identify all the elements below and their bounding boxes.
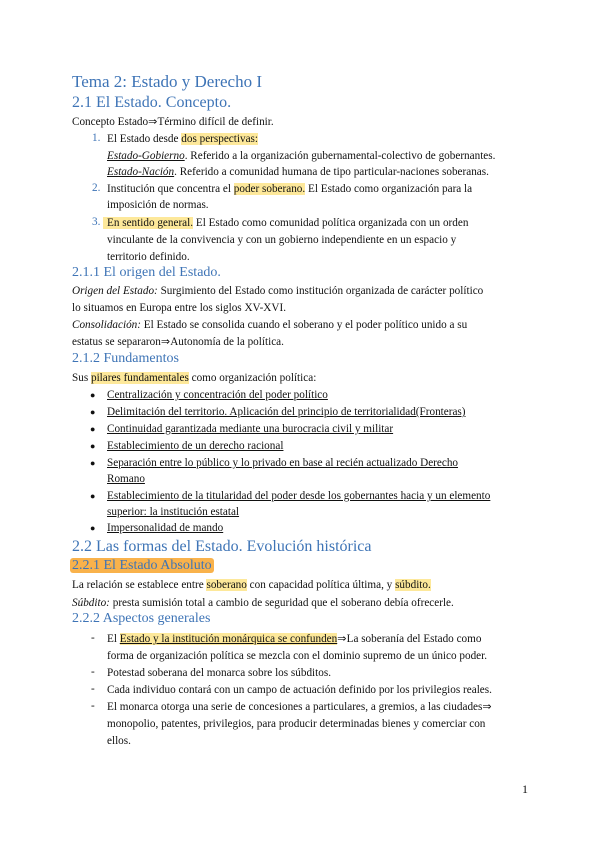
bullet-icon: ●: [90, 458, 96, 468]
list-item: Separación entre lo público y lo privado en base al recién actualizado Derecho: [107, 457, 459, 469]
bullet-icon: ●: [90, 491, 96, 501]
paragraph: [72, 596, 454, 610]
section-heading-2-1: 2.1 El Estado. Concepto.: [72, 94, 232, 111]
text: . Referido a comunidad humana de tipo particular-naciones soberanas.: [174, 166, 489, 178]
text: El: [107, 633, 120, 645]
list-item-cont: monopolio, patentes, privilegios, para producir determinadas bienes y comerciar con: [107, 718, 486, 730]
text: El Estado como comunidad política organizada con un orden: [193, 217, 469, 229]
highlight: pilares fundamentales: [90, 372, 189, 384]
text: Institución que concentra el: [107, 183, 234, 195]
list-item: [107, 182, 472, 196]
list-item: [103, 216, 468, 230]
bullet-icon: ●: [90, 424, 96, 434]
label: Consolidación:: [72, 319, 141, 331]
section-heading-2-2-2: 2.2.2 Aspectos generales: [72, 611, 211, 626]
text: . Referido a la organización gubernamental-colectivo de gobernantes.: [184, 150, 496, 162]
list-item-cont: Romano: [107, 473, 145, 485]
list-item: [107, 132, 258, 146]
dash-bullet: -: [91, 683, 95, 695]
text: presta sumisión total a cambio de seguridad que el soberano debía ofrecerle.: [109, 597, 454, 609]
list-number: 3.: [92, 216, 101, 228]
list-item: Continuidad garantizada mediante una burocracia civil y militar: [107, 423, 394, 435]
dash-bullet: -: [91, 700, 95, 712]
term: Estado-Nación: [107, 166, 175, 178]
paragraph-cont: lo situamos en Europa entre los siglos XV-XVI.: [72, 302, 286, 314]
text: Surgimiento del Estado como institución organizada de carácter político: [157, 285, 484, 297]
highlight: dos perspectivas:: [181, 133, 259, 145]
list-item: Delimitación del territorio. Aplicación del principio de territorialidad(Fronteras): [107, 406, 466, 418]
list-item: Cada individuo contará con un campo de actuación definido por los privilegios reales.: [107, 684, 492, 696]
highlight: soberano: [206, 579, 247, 591]
paragraph: [72, 371, 316, 385]
paragraph: [72, 318, 467, 332]
highlight: En sentido general.: [103, 217, 193, 229]
concept-intro: Concepto Estado⇒Término difícil de definir.: [72, 116, 274, 128]
highlight: súbdito.: [395, 579, 431, 591]
list-item-cont: superior: la institución estatal: [107, 506, 240, 518]
text: El Estado se consolida cuando el soberano y el poder político unido a su: [141, 319, 468, 331]
text: El Estado como organización para la: [305, 183, 473, 195]
list-number: 1.: [92, 132, 101, 144]
list-item: Establecimiento de un derecho racional: [107, 440, 284, 452]
section-heading-2-2: 2.2 Las formas del Estado. Evolución histórica: [72, 538, 372, 555]
list-item-cont: vinculante de la convivencia y con un gobierno independiente en un espacio y: [107, 234, 457, 246]
text: con capacidad política última, y: [246, 579, 396, 591]
list-item: El monarca otorga una serie de concesiones a particulares, a gremios, a las ciudades⇒: [107, 701, 492, 713]
list-item: Impersonalidad de mando: [107, 522, 224, 534]
list-item-cont: forma de organización política se mezcla con el dominio supremo de un único poder.: [107, 650, 488, 662]
bullet-icon: ●: [90, 390, 96, 400]
list-item: Centralización y concentración del poder político: [107, 389, 328, 401]
bullet-icon: ●: [90, 407, 96, 417]
text: como organización política:: [188, 372, 317, 384]
paragraph-cont: estatus se separaron⇒Autonomía de la política.: [72, 336, 284, 348]
list-item-cont: territorio definido.: [107, 251, 190, 263]
section-heading-2-1-2: 2.1.2 Fundamentos: [72, 351, 179, 366]
label: Origen del Estado:: [72, 285, 158, 297]
text: ⇒La soberanía del Estado como: [337, 633, 482, 645]
list-item-cont: imposición de normas.: [107, 199, 209, 211]
section-heading-2-2-1: [70, 558, 214, 574]
list-item: Potestad soberana del monarca sobre los súbditos.: [107, 667, 332, 679]
text: La relación se establece entre: [72, 579, 207, 591]
page-title: Tema 2: Estado y Derecho I: [72, 72, 262, 91]
dash-bullet: -: [91, 666, 95, 678]
list-item: Establecimiento de la titularidad del poder desde los gobernantes hacia y un elemento: [107, 490, 491, 502]
sub-item: [107, 149, 495, 163]
text: Sus: [72, 372, 91, 384]
highlight: poder soberano.: [233, 183, 306, 195]
list-number: 2.: [92, 182, 101, 194]
label: Súbdito:: [72, 597, 110, 609]
bullet-icon: ●: [90, 523, 96, 533]
page-number: 1: [522, 782, 528, 796]
paragraph: [72, 578, 431, 592]
list-item-cont: ellos.: [107, 735, 131, 747]
paragraph: [72, 284, 483, 298]
text: El Estado desde: [107, 133, 182, 145]
highlight: Estado y la institución monárquica se confunden: [119, 633, 338, 645]
highlight: 2.2.1 El Estado Absoluto: [72, 558, 212, 573]
sub-item: [107, 165, 489, 179]
bullet-icon: ●: [90, 441, 96, 451]
list-item: [107, 632, 481, 646]
term: Estado-Gobierno: [107, 150, 185, 162]
dash-bullet: -: [91, 632, 95, 644]
section-heading-2-1-1: 2.1.1 El origen del Estado.: [72, 265, 221, 280]
